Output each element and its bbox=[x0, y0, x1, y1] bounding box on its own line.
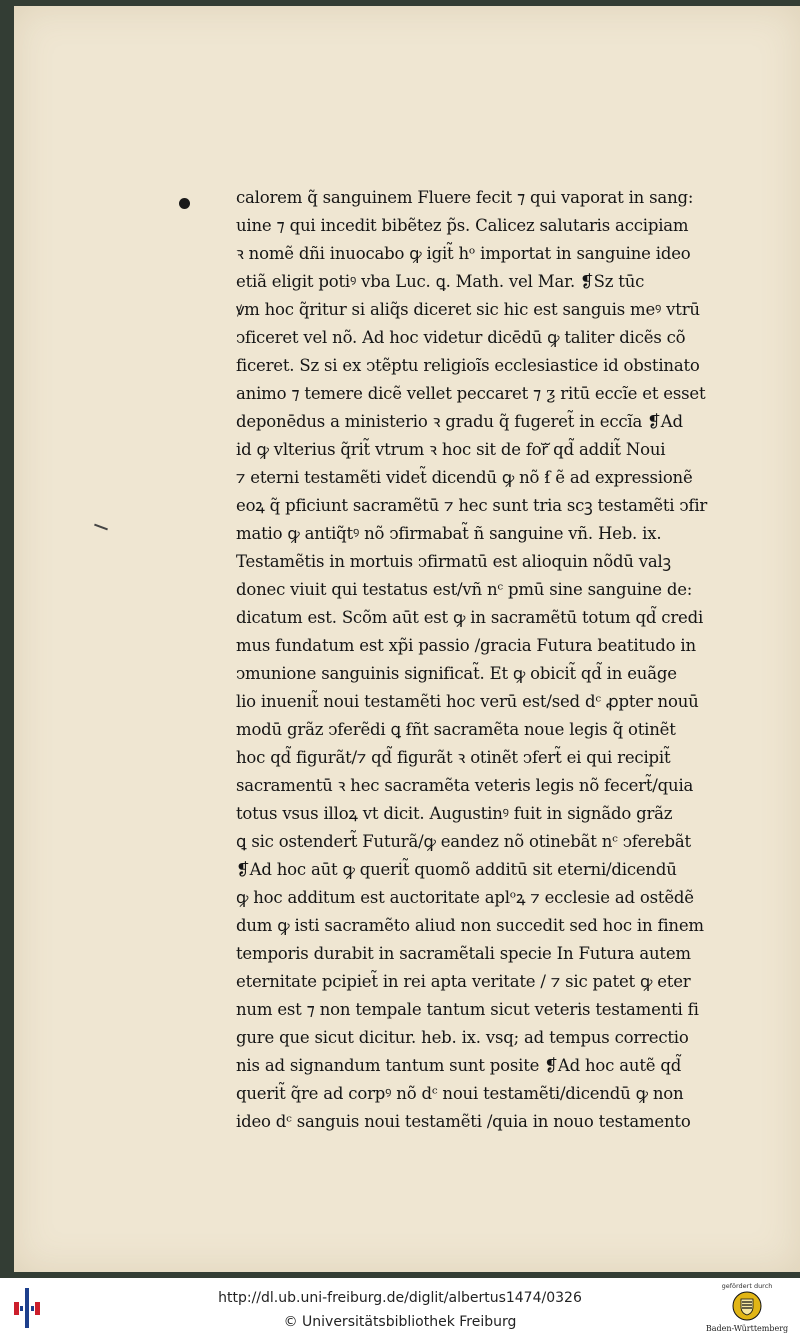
text-line: donec viuit qui testatus est/vñ nᶜ pmū sine sanguine de: bbox=[236, 580, 693, 599]
text-line: Testamẽtis in mortuis ↄfirmatū est alioquin nõdū valꝫ bbox=[236, 552, 671, 571]
footer-bar bbox=[0, 1278, 800, 1335]
text-line: hoc qd̃ figurãt/⁊ qd̃ figurãt ꝛ otinẽt ↄfert̃ ei qui recipit̃ bbox=[236, 748, 671, 767]
funder-label: gefördert durch bbox=[721, 1282, 773, 1290]
copyright-text: © Universitätsbibliothek Freiburg bbox=[283, 1314, 517, 1330]
text-line: ↄmunione sanguinis significat̃. Et ꝙ obicit̃ qd̃ in euãge bbox=[236, 664, 677, 683]
text-line: modū grãz ↄferẽdi ꝗ ẜñt sacramẽta noue legis q̃ otinẽt bbox=[236, 720, 676, 739]
text-line: sacramentū ꝛ hec sacramẽta veteris legis nõ fecert̃/quia bbox=[236, 776, 694, 795]
text-line: ↄficeret vel nõ. Ad hoc videtur dicēdū ꝙ taliter dicẽs cõ bbox=[236, 328, 686, 347]
text-line: ꝙ hoc additum est auctoritate aplᵒꝝ ⁊ ecclesie ad ostẽdẽ bbox=[236, 888, 694, 907]
text-line: ❡Ad hoc aūt ꝙ querit̃ quomõ additū sit eterni/dicendū bbox=[236, 860, 677, 879]
text-line: ⁊ eterni testamẽti videt̃ dicendū ꝙ nõ ẜ ẽ ad expressionẽ bbox=[236, 468, 693, 487]
binding-hole-mark bbox=[179, 198, 190, 209]
text-line: num est ⁊ non tempale tantum sicut veteris testamenti fi bbox=[236, 1000, 699, 1019]
text-line: etiã eligit potiꝰ vba Luc. ꝗ. Math. vel Mar. ❡Sz tūc bbox=[236, 272, 645, 291]
funder-badge bbox=[694, 1280, 800, 1335]
text-line: totus vsus illoꝝ vt dicit. Augustinꝰ fuit in signãdo grãz bbox=[236, 804, 673, 823]
text-line: animo ⁊ temere dicẽ vellet peccaret ⁊ ƺ ritū eccĩe et esset bbox=[236, 384, 706, 403]
text-line: calorem q̃ sanguinem Fluere fecit ⁊ qui vaporat in sang: bbox=[236, 188, 694, 207]
text-line: eoꝝ q̃ pficiunt sacramẽtū ⁊ hec sunt tria scꝫ testamẽti ↄfir bbox=[236, 496, 708, 515]
text-line: ficeret. Sz si ex ↄtẽptu religioĩs ecclesiastice id obstinato bbox=[236, 356, 700, 375]
text-line: gure que sicut dicitur. heb. ix. vsq; ad tempus correctio bbox=[236, 1028, 689, 1047]
text-line: matio ꝙ antiq̃tꝰ nõ ↄfirmabat̃ ñ sanguine vñ. Heb. ix. bbox=[236, 524, 662, 543]
source-url-link[interactable]: http://dl.ub.uni-freiburg.de/diglit/albertus1474/0326 bbox=[218, 1290, 582, 1306]
text-line: id ꝙ vlterius q̃rit̃ vtrum ꝛ hoc sit de forᷓ qd̃ addit̃ Noui bbox=[236, 440, 666, 459]
text-line: ꝛ nomẽ dñi inuocabo ꝙ igit̃ hᵒ importat in sanguine ideo bbox=[236, 244, 691, 263]
funder-name: Baden-Württemberg bbox=[705, 1324, 789, 1333]
text-line: lio inuenit̃ noui testamẽti hoc verū est/sed dᶜ ꝓpter nouū bbox=[236, 692, 699, 711]
text-line: ꝟm hoc q̃ritur si aliq̃s diceret sic hic est sanguis meꝰ vtrū bbox=[236, 300, 700, 319]
coat-of-arms-icon bbox=[732, 1291, 762, 1321]
text-line: nis ad signandum tantum sunt posite ❡Ad hoc autẽ qd̃ bbox=[236, 1056, 682, 1075]
text-block bbox=[236, 184, 726, 1136]
text-line: dum ꝙ isti sacramẽto aliud non succedit sed hoc in finem bbox=[236, 916, 704, 935]
text-line: temporis durabit in sacramẽtali specie In Futura autem bbox=[236, 944, 691, 963]
text-line: ꝗ sic ostendert̃ Futurã/ꝙ eandez nõ otinebãt nᶜ ↄferebãt bbox=[236, 832, 691, 851]
text-line: deponēdus a ministerio ꝛ gradu q̃ fugeret̃ in eccĩa ❡Ad bbox=[236, 412, 683, 431]
text-line: querit̃ q̃re ad corpꝰ nõ dᶜ noui testamẽti/dicendū ꝙ non bbox=[236, 1084, 684, 1103]
text-line: uine ⁊ qui incedit bibẽtez p̃s. Calicez salutaris accipiam bbox=[236, 216, 689, 235]
text-line: mus fundatum est xp̃i passio /gracia Futura beatitudo in bbox=[236, 636, 696, 655]
manuscript-page bbox=[14, 6, 800, 1272]
text-line: dicatum est. Scõm aūt est ꝙ in sacramẽtū totum qd̃ credi bbox=[236, 608, 704, 627]
margin-mark bbox=[94, 524, 108, 531]
text-line: eternitate pcipiet̃ in rei apta veritate / ⁊ sic patet ꝙ eter bbox=[236, 972, 691, 991]
text-line: ideo dᶜ sanguis noui testamẽti /quia in nouo testamento bbox=[236, 1112, 691, 1131]
